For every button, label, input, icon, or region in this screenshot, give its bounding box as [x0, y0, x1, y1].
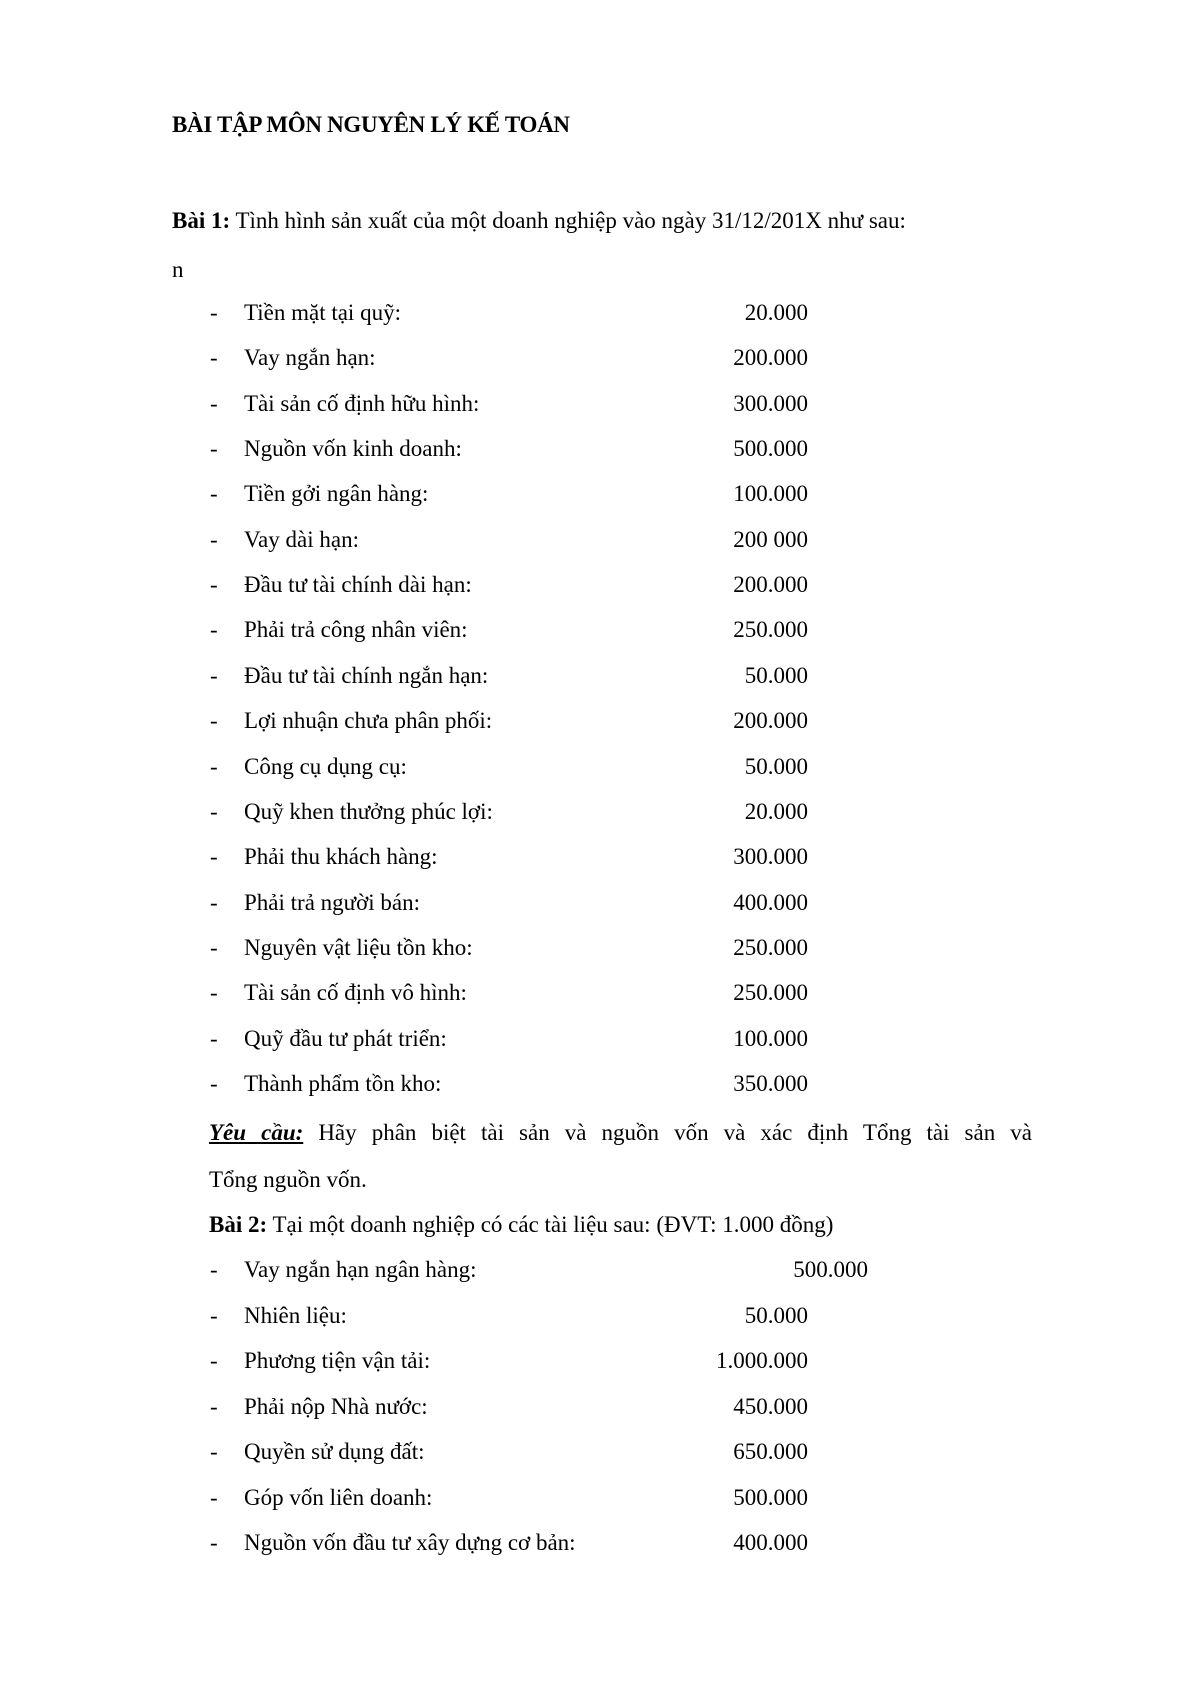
list-item — [0, 1024, 1200, 1054]
list-item — [0, 525, 1200, 555]
list-item — [0, 1301, 1200, 1331]
list-item — [0, 1528, 1200, 1558]
item-value: 20.000 — [744, 798, 808, 824]
bai1-label: Bài 1: — [172, 208, 231, 233]
bullet-dash: - — [210, 1257, 218, 1282]
item-label: Nguồn vốn đầu tư xây dựng cơ bản: — [244, 1530, 576, 1555]
list-item — [0, 797, 1200, 827]
bullet-dash: - — [210, 1348, 218, 1373]
item-value: 50.000 — [744, 1302, 808, 1328]
list-item — [0, 1255, 1200, 1285]
item-value: 250.000 — [733, 934, 808, 960]
bullet-dash: - — [210, 1025, 218, 1051]
item-value: 300.000 — [733, 390, 808, 416]
list-item — [0, 978, 1200, 1008]
item-label: Tiền mặt tại quỹ: — [244, 300, 401, 325]
bullet-dash: - — [210, 844, 218, 870]
list-item — [0, 1437, 1200, 1467]
item-value: 250.000 — [733, 617, 808, 643]
item-label: Quyền sử dụng đất: — [244, 1439, 425, 1464]
bullet-dash: - — [210, 798, 218, 824]
bullet-dash: - — [210, 1302, 218, 1328]
list-item — [0, 298, 1200, 328]
item-value: 200.000 — [733, 345, 808, 371]
item-value: 650.000 — [733, 1439, 808, 1464]
bullet-dash: - — [210, 662, 218, 688]
list-item — [0, 389, 1200, 419]
bullet-dash: - — [210, 617, 218, 643]
item-label: Nhiên liệu: — [244, 1302, 347, 1328]
bai2-intro: Tại một doanh nghiệp có các tài liệu sau: (ĐVT: 1.000 đồng) — [267, 1212, 834, 1237]
bullet-dash: - — [210, 1484, 218, 1510]
item-label: Nguyên vật liệu tồn kho: — [244, 934, 473, 960]
item-value: 500.000 — [733, 436, 808, 462]
list-item — [0, 615, 1200, 645]
item-value: 500.000 — [793, 1257, 868, 1282]
bullet-dash: - — [210, 980, 218, 1006]
bai1-heading — [172, 206, 906, 236]
bai1-stray-text: n — [172, 257, 184, 282]
item-label: Tiền gởi ngân hàng: — [244, 481, 429, 507]
bai2-label: Bài 2: — [209, 1212, 268, 1237]
item-value: 1.000.000 — [716, 1348, 808, 1373]
item-value: 250.000 — [733, 980, 808, 1006]
bullet-dash: - — [210, 300, 218, 325]
list-item — [0, 343, 1200, 373]
item-value: 100.000 — [733, 1025, 808, 1051]
list-item — [0, 434, 1200, 464]
item-value: 50.000 — [744, 662, 808, 688]
item-label: Vay dài hạn: — [244, 526, 359, 552]
bullet-dash: - — [210, 1393, 218, 1419]
bullet-dash: - — [210, 753, 218, 779]
item-label: Lợi nhuận chưa phân phối: — [244, 708, 493, 734]
list-item — [0, 933, 1200, 963]
item-label: Góp vốn liên doanh: — [244, 1484, 433, 1510]
item-label: Quỹ khen thưởng phúc lợi: — [244, 798, 493, 824]
item-label: Tài sản cố định hữu hình: — [244, 390, 480, 416]
item-value: 450.000 — [733, 1393, 808, 1419]
bullet-dash: - — [210, 481, 218, 507]
item-label: Quỹ đầu tư phát triển: — [244, 1025, 447, 1051]
bullet-dash: - — [210, 889, 218, 915]
list-item — [0, 1483, 1200, 1513]
bai1-requirement-cont: Tổng nguồn vốn. — [209, 1167, 367, 1192]
item-label: Tài sản cố định vô hình: — [244, 980, 467, 1006]
bullet-dash: - — [210, 1530, 218, 1555]
bai1-requirement — [209, 1110, 1032, 1155]
item-value: 200.000 — [733, 572, 808, 598]
bai2-heading — [209, 1210, 833, 1240]
item-label: Phải trả công nhân viên: — [244, 617, 468, 643]
bullet-dash: - — [210, 390, 218, 416]
list-item — [0, 661, 1200, 691]
requirement-label: Yêu cầu: — [209, 1120, 304, 1145]
item-label: Thành phẩm tồn kho: — [244, 1070, 442, 1096]
bullet-dash: - — [210, 436, 218, 462]
item-label: Phải trả người bán: — [244, 889, 421, 915]
list-item — [0, 1069, 1200, 1099]
item-value: 300.000 — [733, 844, 808, 870]
item-label: Đầu tư tài chính dài hạn: — [244, 572, 472, 598]
item-label: Đầu tư tài chính ngắn hạn: — [244, 662, 489, 688]
item-value: 400.000 — [733, 1530, 808, 1555]
item-label: Phải nộp Nhà nước: — [244, 1393, 428, 1419]
item-value: 200 000 — [733, 526, 808, 552]
requirement-text: Hãy phân biệt tài sản và nguồn vốn và xác định Tổng tài sản và — [303, 1120, 1032, 1145]
item-value: 350.000 — [733, 1070, 808, 1096]
list-item — [0, 1346, 1200, 1376]
item-label: Phải thu khách hàng: — [244, 844, 438, 870]
list-item — [0, 842, 1200, 872]
bullet-dash: - — [210, 1439, 218, 1464]
bullet-dash: - — [210, 934, 218, 960]
list-item — [0, 706, 1200, 736]
list-item — [0, 1392, 1200, 1422]
item-value: 100.000 — [733, 481, 808, 507]
list-item — [0, 888, 1200, 918]
item-label: Công cụ dụng cụ: — [244, 753, 407, 779]
item-label: Vay ngắn hạn: — [244, 345, 376, 371]
item-value: 400.000 — [733, 889, 808, 915]
item-value: 20.000 — [744, 300, 808, 325]
bullet-dash: - — [210, 572, 218, 598]
item-label: Phương tiện vận tải: — [244, 1348, 431, 1373]
bullet-dash: - — [210, 526, 218, 552]
item-value: 500.000 — [733, 1484, 808, 1510]
bai1-intro: Tình hình sản xuất của một doanh nghiệp vào ngày 31/12/201X như sau: — [230, 208, 906, 233]
page-title: BÀI TẬP MÔN NGUYÊN LÝ KẾ TOÁN — [172, 112, 570, 137]
bullet-dash: - — [210, 708, 218, 734]
list-item — [0, 752, 1200, 782]
list-item — [0, 479, 1200, 509]
list-item — [0, 570, 1200, 600]
item-value: 50.000 — [744, 753, 808, 779]
item-label: Vay ngắn hạn ngân hàng: — [244, 1257, 477, 1282]
item-value: 200.000 — [733, 708, 808, 734]
item-label: Nguồn vốn kinh doanh: — [244, 436, 462, 462]
bullet-dash: - — [210, 345, 218, 371]
bullet-dash: - — [210, 1070, 218, 1096]
